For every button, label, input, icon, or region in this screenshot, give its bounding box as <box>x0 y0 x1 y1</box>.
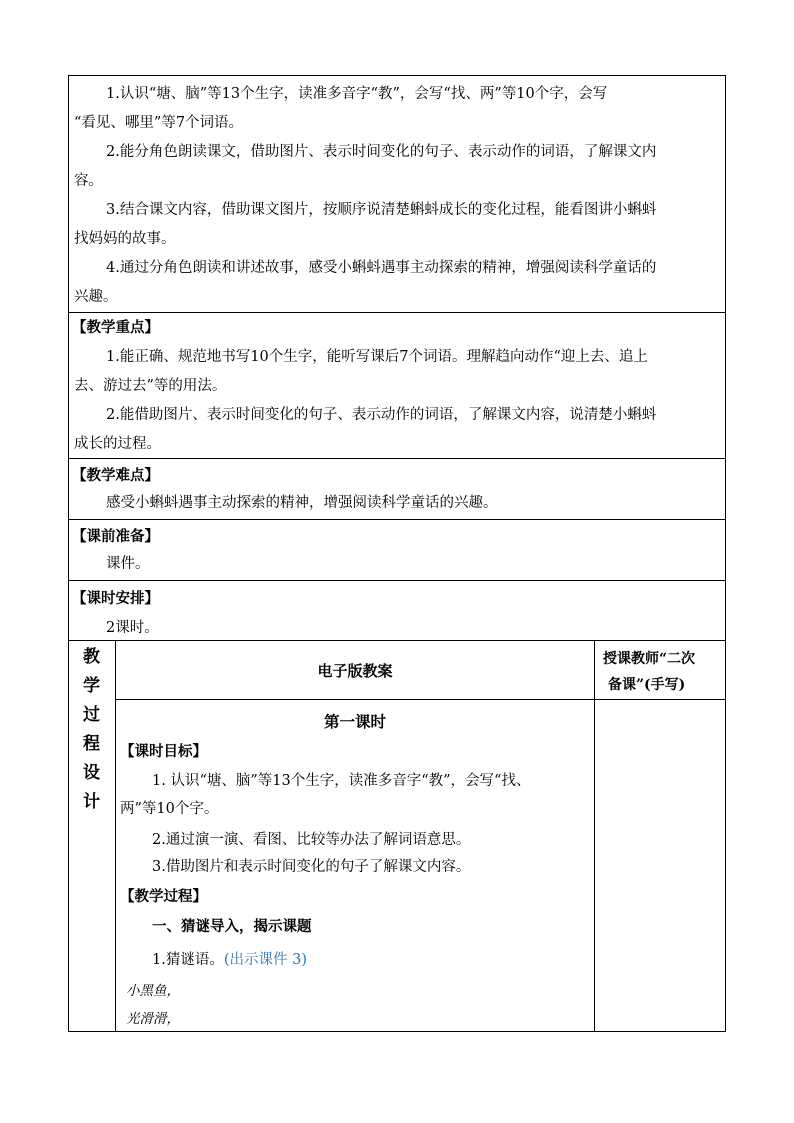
difficulties-text: 感受小蝌蚪遇事主动探索的精神，增强阅读科学童话的兴趣。 <box>106 495 498 511</box>
riddle-line-1: 小黑鱼， <box>126 983 180 999</box>
riddle-line-2: 光滑滑， <box>126 1011 180 1027</box>
main-column-header: 电子版教案 <box>317 662 393 680</box>
preparation-heading: 【课前准备】 <box>72 528 159 545</box>
objective-4-line2: 兴趣。 <box>74 289 118 305</box>
lesson-title: 第一课时 <box>323 712 386 731</box>
key-point-2-line1: 2.能借助图片、表示时间变化的句子、表示动作的词语，了解课文内容，说清楚小蝌蚪 <box>106 407 657 423</box>
courseware-note: (出示课件 3) <box>223 952 307 968</box>
side-label-char: 程 <box>83 734 100 754</box>
objective-1-line1: 1.认识“塘、脑”等13个生字，读准多音字“教”，会写“找、两”等10个字，会写 <box>106 86 608 102</box>
objective-3-line2: 找妈妈的故事。 <box>74 231 176 247</box>
key-point-1-line1: 1.能正确、规范地书写10个生字，能听写课后7个词语。理解趋向动作“迎上去、追上 <box>106 349 648 365</box>
side-label-char: 设 <box>83 763 100 783</box>
objective-4-line1: 4.通过分角色朗读和讲述故事，感受小蝌蚪遇事主动探索的精神，增强阅读科学童话的 <box>106 260 657 276</box>
side-label-char: 教 <box>83 647 100 667</box>
schedule-heading: 【课时安排】 <box>72 590 159 607</box>
side-column-header-line2: 备课”(手写) <box>608 677 686 693</box>
key-point-1-line2: 去、游过去”等的用法。 <box>74 378 227 394</box>
process-heading: 【教学过程】 <box>120 888 207 905</box>
side-label-char: 学 <box>83 676 100 696</box>
objective-3-line1: 3.结合课文内容，借助课文图片，按顺序说清楚蝌蚪成长的变化过程，能看图讲小蝌蚪 <box>106 202 657 218</box>
objective-2-line1: 2.能分角色朗读课文，借助图片、表示时间变化的句子、表示动作的词语，了解课文内 <box>106 144 657 160</box>
key-point-2-line2: 成长的过程。 <box>74 436 161 452</box>
goal-3: 3.借助图片和表示时间变化的句子了解课文内容。 <box>152 859 471 875</box>
section-1-title: 一、猜谜导入，揭示课题 <box>152 918 312 935</box>
step-1 <box>152 950 307 970</box>
preparation-text: 课件。 <box>106 556 150 572</box>
schedule-text: 2课时。 <box>106 620 159 636</box>
side-column-header-line1: 授课教师“二次 <box>603 651 696 667</box>
lesson-plan-table <box>68 75 726 1032</box>
key-points-heading: 【教学重点】 <box>72 319 159 336</box>
goal-1-line1: 1. 认识“塘、脑”等13个生字，读准多音字“教”，会写“找、 <box>152 773 531 789</box>
goal-2: 2.通过演一演、看图、比较等办法了解词语意思。 <box>152 832 471 848</box>
objective-1-line2: “看见、哪里”等7个词语。 <box>74 115 244 131</box>
goal-1-line2: 两”等10个字。 <box>120 801 219 817</box>
step-1-text: 1.猜谜语。 <box>152 952 224 968</box>
goals-heading: 【课时目标】 <box>120 743 207 760</box>
handwritten-notes-cell <box>595 700 725 1031</box>
difficulties-heading: 【教学难点】 <box>72 467 159 484</box>
objective-2-line2: 容。 <box>74 173 103 189</box>
side-label-char: 过 <box>83 705 100 725</box>
side-label-char: 计 <box>83 792 100 812</box>
